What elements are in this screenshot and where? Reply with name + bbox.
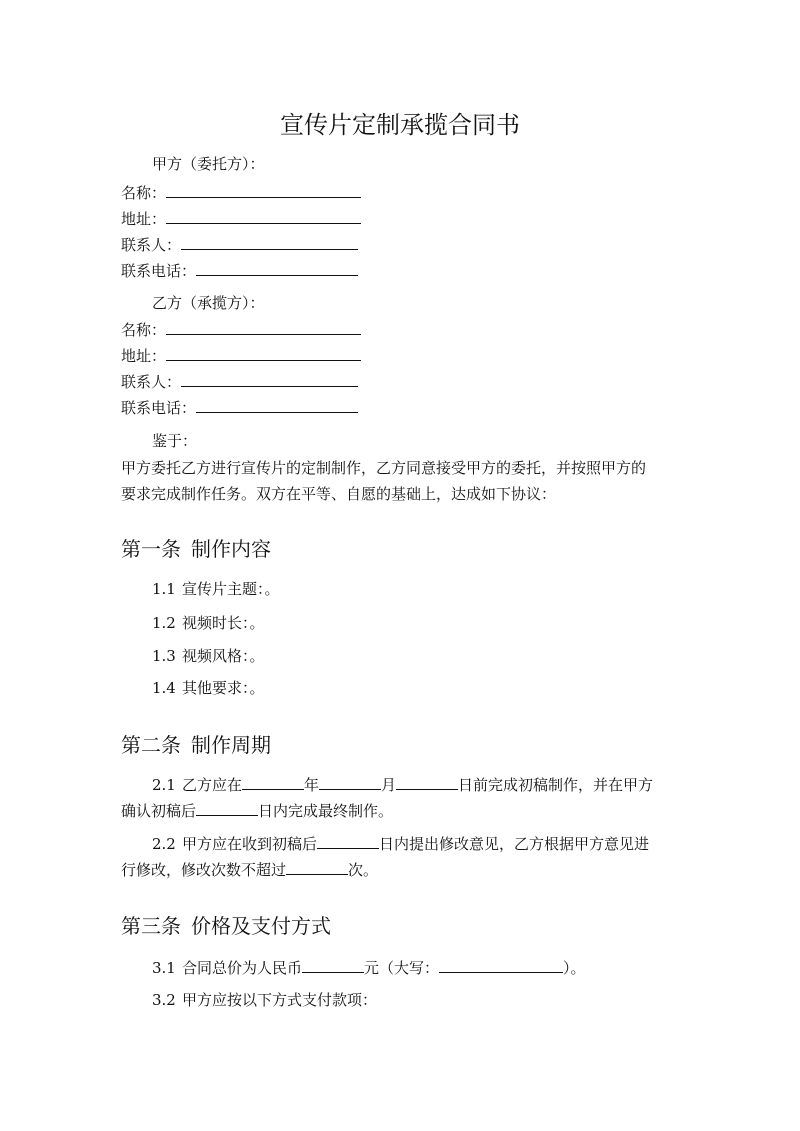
clause-text: 视频时长：。	[182, 614, 265, 632]
clause-number: 1.4	[152, 679, 176, 697]
clause-text: 日内提出修改意见，乙方根据甲方意见进	[379, 835, 650, 853]
year-label: 年	[304, 776, 320, 794]
party-b-name-label: 名称：	[121, 321, 167, 339]
clause-text: 其他要求：。	[182, 679, 265, 697]
party-a-address-label: 地址：	[121, 210, 167, 228]
party-b-header: 乙方（承揽方）：	[152, 294, 265, 312]
party-a-phone-row	[121, 259, 358, 282]
clause-text: 日前完成初稿制作，并在甲方	[458, 776, 654, 794]
clause-text: 甲方应在收到初稿后	[182, 835, 318, 853]
article-1-number: 第一条	[121, 537, 181, 561]
clause-text: 日内完成最终制作。	[258, 802, 394, 820]
clause-3-2	[152, 989, 377, 1011]
month-blank[interactable]	[319, 773, 381, 790]
price-blank[interactable]	[302, 956, 364, 973]
price-in-words-blank[interactable]	[439, 956, 563, 973]
party-b-contact-blank[interactable]	[181, 370, 358, 387]
clause-2-2-line-2	[121, 858, 378, 881]
preamble-line-2: 要求完成制作任务。双方在平等、自愿的基础上，达成如下协议：	[121, 485, 557, 503]
party-a-contact-label: 联系人：	[121, 236, 182, 254]
article-3-title: 价格及支付方式	[191, 914, 331, 938]
clause-number: 1.3	[152, 647, 176, 665]
party-a-address-row	[121, 207, 361, 230]
clause-number: 3.2	[152, 991, 176, 1009]
clause-2-2-line-1	[152, 832, 649, 855]
party-a-contact-row	[121, 233, 358, 256]
clause-text: 行修改，修改次数不超过	[121, 861, 287, 879]
party-a-name-blank[interactable]	[166, 181, 361, 198]
party-b-name-blank[interactable]	[166, 318, 361, 335]
party-a-phone-blank[interactable]	[196, 259, 358, 276]
article-3-number: 第三条	[121, 914, 181, 938]
feedback-days-blank[interactable]	[317, 832, 379, 849]
article-2-heading	[121, 731, 271, 759]
party-b-phone-blank[interactable]	[196, 396, 358, 413]
party-b-phone-row	[121, 396, 358, 419]
year-blank[interactable]	[242, 773, 304, 790]
clause-text: ）。	[563, 959, 586, 977]
clause-text: 次。	[348, 861, 379, 879]
party-a-phone-label: 联系电话：	[121, 262, 197, 280]
final-days-blank[interactable]	[196, 799, 258, 816]
clause-text: 确认初稿后	[121, 802, 197, 820]
clause-text: 视频风格：。	[182, 647, 265, 665]
party-b-address-row	[121, 344, 361, 367]
clause-1-1	[152, 578, 280, 600]
party-a-contact-blank[interactable]	[181, 233, 358, 250]
article-1-heading	[121, 535, 271, 563]
whereas-label: 鉴于：	[152, 432, 198, 450]
clause-1-3	[152, 645, 265, 667]
party-a-name-label: 名称：	[121, 184, 167, 202]
clause-text: 宣传片主题：。	[182, 580, 280, 598]
preamble-line-1: 甲方委托乙方进行宣传片的定制制作，乙方同意接受甲方的委托，并按照甲方的	[121, 459, 647, 477]
document-title: 宣传片定制承揽合同书	[280, 111, 520, 139]
article-2-number: 第二条	[121, 733, 181, 757]
clause-2-1-line-1	[152, 773, 653, 796]
clause-number: 3.1	[152, 959, 176, 977]
revision-count-blank[interactable]	[286, 858, 348, 875]
party-a-name-row	[121, 181, 361, 204]
party-b-contact-row	[121, 370, 358, 393]
clause-number: 1.2	[152, 614, 176, 632]
clause-text: 元（大写：	[364, 959, 440, 977]
party-b-address-blank[interactable]	[166, 344, 361, 361]
article-1-title: 制作内容	[191, 537, 271, 561]
clause-text: 乙方应在	[182, 776, 243, 794]
party-b-name-row	[121, 318, 361, 341]
clause-number: 1.1	[152, 580, 176, 598]
clause-text: 合同总价为人民币	[182, 959, 303, 977]
clause-text: 甲方应按以下方式支付款项：	[182, 991, 378, 1009]
article-3-heading	[121, 912, 331, 940]
day-blank[interactable]	[396, 773, 458, 790]
clause-3-1	[152, 956, 586, 979]
clause-number: 2.2	[152, 835, 176, 853]
clause-1-2	[152, 612, 265, 634]
article-2-title: 制作周期	[191, 733, 271, 757]
clause-2-1-line-2	[121, 799, 393, 822]
party-b-phone-label: 联系电话：	[121, 399, 197, 417]
clause-1-4	[152, 677, 265, 699]
clause-number: 2.1	[152, 776, 176, 794]
party-a-header: 甲方（委托方）：	[152, 155, 265, 173]
party-a-address-blank[interactable]	[166, 207, 361, 224]
party-b-contact-label: 联系人：	[121, 373, 182, 391]
month-label: 月	[381, 776, 397, 794]
party-b-address-label: 地址：	[121, 347, 167, 365]
